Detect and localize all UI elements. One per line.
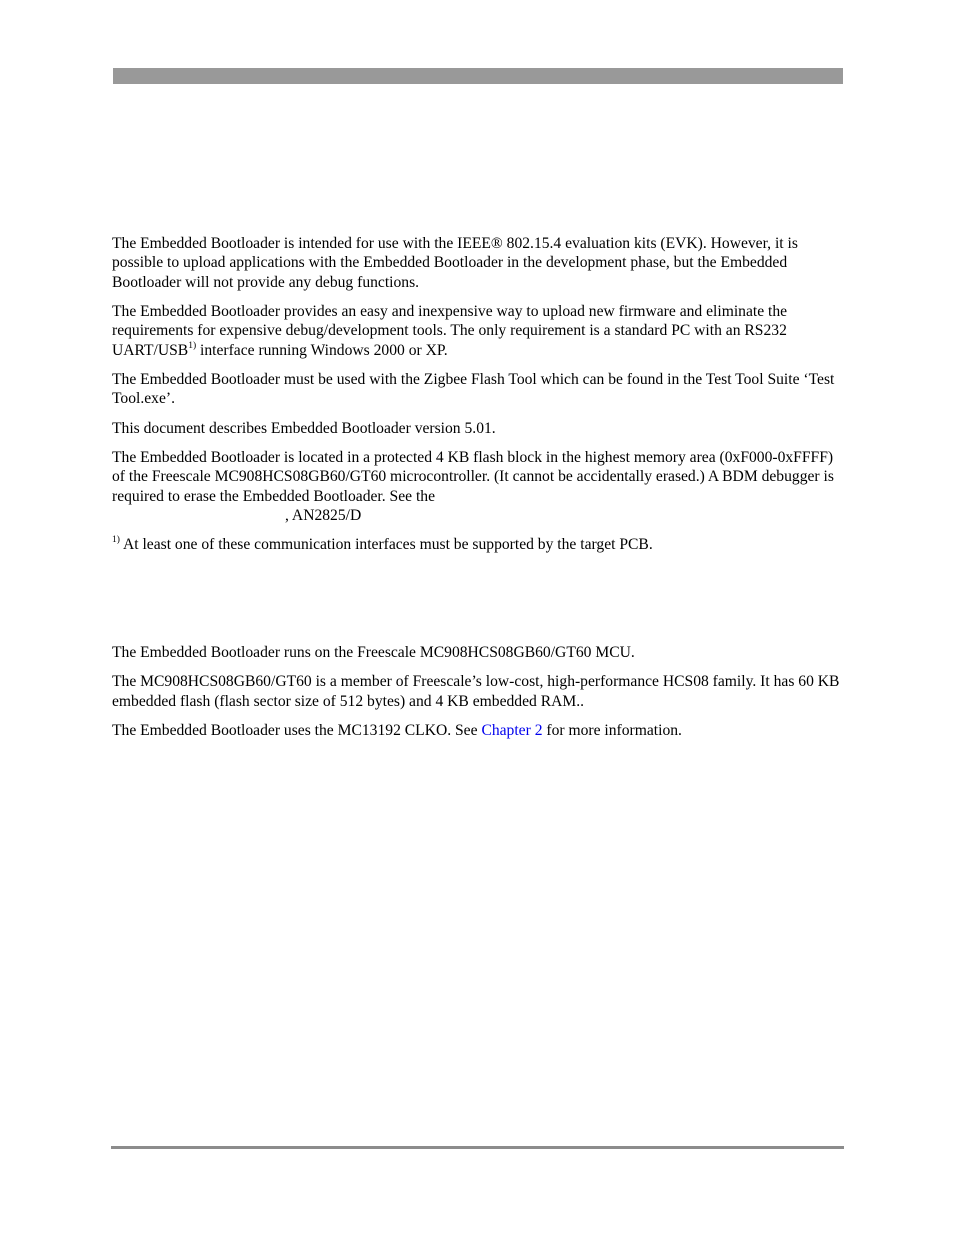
section-introduction	[112, 234, 844, 564]
requirements-text-end: interface running Windows 2000 or XP.	[196, 341, 448, 359]
footnote-number: 1)	[112, 535, 120, 546]
footnote-marker: 1)	[188, 340, 197, 351]
paragraph-flash-tool: The Embedded Bootloader must be used with the Zigbee Flash Tool which can be found in the Test Tool Suite ‘Test Tool.exe’.	[112, 371, 835, 408]
paragraph-version: This document describes Embedded Bootloader version 5.01.	[112, 419, 496, 437]
paragraph-mcu-details: The MC908HCS08GB60/GT60 is a member of Freescale’s low-cost, high-performance HCS08 family. It has 60 KB embedded flash (flash sector size of 512 bytes) and 4 KB embedded RAM..	[112, 673, 840, 710]
footnote-text: At least one of these communication interfaces must be supported by the target PCB.	[119, 536, 653, 554]
section-hardware	[112, 643, 844, 750]
requirements-text: The Embedded Bootloader provides an easy and inexpensive way to upload new firmware and eliminate the requirements for expensive debug/development tools. The only requirement is a standard PC with an RS232 UART/USB	[112, 303, 788, 359]
clko-text-end: for more information.	[542, 721, 682, 739]
location-text: The Embedded Bootloader is located in a protected 4 KB flash block in the highest memory area (0xF000-0xFFFF) of the Freescale MC908HCS08GB60/GT60 microcontroller. (It cannot be accidentally erased.) A BDM debugger is required to erase the Embedded Bootloader. See the	[112, 448, 834, 505]
paragraph-requirements	[112, 302, 844, 360]
paragraph-clko	[112, 721, 844, 740]
chapter-2-link[interactable]: Chapter 2	[481, 721, 543, 739]
paragraph-intended-use: The Embedded Bootloader is intended for use with the IEEE® 802.15.4 evaluation kits (EVK). However, it is possible to upload applications with the Embedded Bootloader in the development phase, but the Embedded Bootloader will not provide any debug functions.	[112, 235, 798, 291]
header-bar	[113, 68, 843, 84]
footnote	[112, 535, 844, 554]
location-reference: , AN2825/D	[285, 507, 362, 525]
paragraph-location	[112, 448, 844, 526]
paragraph-mcu: The Embedded Bootloader runs on the Freescale MC908HCS08GB60/GT60 MCU.	[112, 644, 635, 661]
clko-text: The Embedded Bootloader uses the MC13192 CLKO. See	[112, 721, 482, 739]
footer-rule	[111, 1146, 844, 1149]
